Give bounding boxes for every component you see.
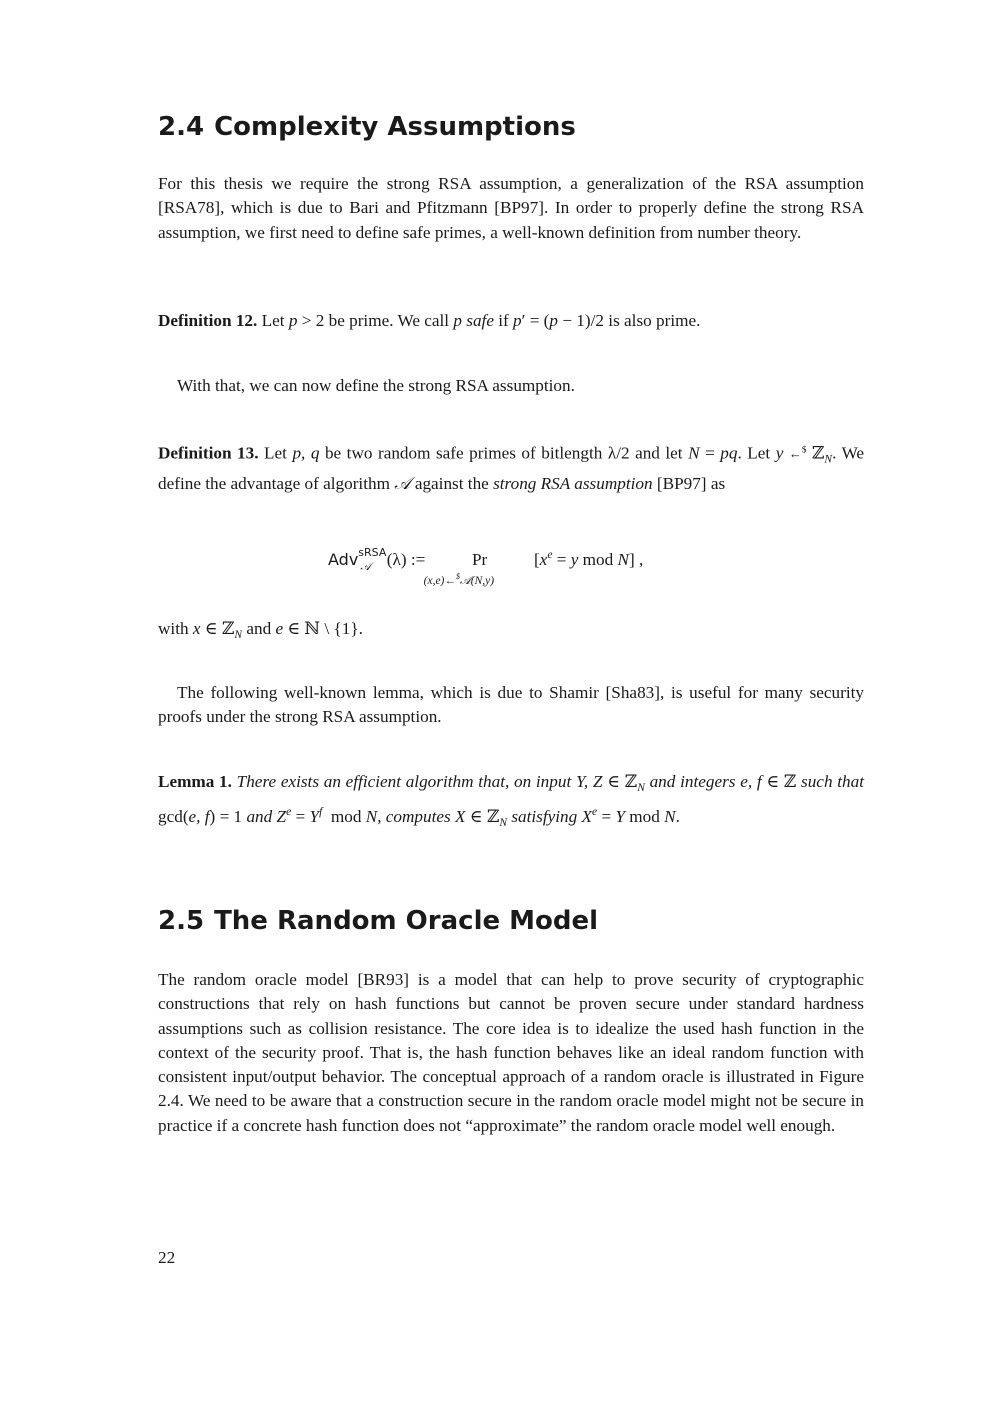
section-number: 2.4: [158, 112, 205, 142]
def13-text: [BP97] as: [652, 473, 726, 493]
lemma-1: Lemma 1. There exists an efficient algorithm that, on input Y, Z ∈ ℤ$_N$ and integers e, f ∈ ℤ such that gcd(e, f) = 1 and $Z^e = Y^f$ mod N, computes X ∈ ℤ$_N$ satisfying $X^e = Y$ mod N.: [158, 772, 864, 830]
def13-text: against the: [410, 473, 494, 493]
section-heading-2-4: [158, 112, 576, 142]
def13-text: and let: [629, 443, 689, 463]
def12-text: Let: [261, 311, 289, 330]
def13-text: . We define the advantage of algorithm: [158, 443, 865, 493]
def13-text: be two random safe primes of bitlength: [319, 443, 608, 463]
def13-text: Let: [264, 443, 293, 463]
section-title: The Random Oracle Model: [214, 906, 599, 936]
lemma-1-label: Lemma 1.: [158, 772, 232, 791]
definition-12: Definition 12. Let p > 2 be prime. We call p safe if p′ = (p − 1)/2 is also prime.: [158, 311, 701, 330]
transition-paragraph-1: With that, we can now define the strong RSA assumption.: [177, 376, 575, 395]
def12-safe-term: safe: [466, 311, 494, 330]
def12-text: is also prime.: [604, 311, 701, 330]
section-number: 2.5: [158, 906, 205, 936]
lemma1-text: satisfying: [511, 807, 582, 827]
random-oracle-paragraph: The random oracle model [BR93] is a model that can help to prove security of cryptographic constructions that rely on hash functions but cannot be proven secure under standard hardness assumptions such as collision resistance. The core idea is to idealize the used hash function in the context of the security proof. That is, the hash function behaves like an ideal random function with consistent input/output behavior. The conceptual approach of a random oracle is illustrated in Figure 2.4. We need to be aware that a construction secure in the random oracle model might not be secure in practice if a concrete hash function does not “approximate” the random oracle model well enough.: [158, 970, 864, 1135]
lemma1-text: such that: [796, 772, 864, 791]
definition-12-label: Definition 12.: [158, 311, 258, 330]
lemma1-text: , computes: [377, 807, 455, 827]
page-number: 22: [158, 1248, 176, 1267]
def12-text: be prime. We call: [324, 311, 454, 330]
definition-13: Definition 13. Let p, q be two random safe primes of bitlength λ/2 and let N = pq. Let y ←$ ℤ$_N$. We define the advantage of algorithm 𝒜 against the strong RSA assumption [BP97] as: [158, 443, 865, 493]
definition-13-label: Definition 13.: [158, 443, 259, 463]
def12-text: if: [493, 311, 514, 330]
section-title: Complexity Assumptions: [214, 112, 576, 142]
def13-strong-rsa-term: strong RSA assumption: [493, 473, 653, 493]
lemma1-text: and: [242, 807, 277, 827]
lemma1-text: and integers: [644, 772, 741, 791]
lemma1-text: There exists an efficient algorithm that, on input: [236, 772, 576, 791]
transition-paragraph-2: The following well-known lemma, which is due to Shamir [Sha83], is useful for many security proofs under the strong RSA assumption.: [158, 683, 864, 727]
def13-text: Let: [747, 443, 776, 463]
section-heading-2-5: [158, 906, 598, 936]
definition-13-with-clause: with x ∈ ℤ$_N$ and e ∈ ℕ \ {1}.: [158, 619, 363, 641]
def13-text: and: [242, 619, 276, 638]
intro-paragraph: For this thesis we require the strong RSA assumption, a generalization of the RSA assumption [RSA78], which is due to Bari and Pfitzmann [BP97]. In order to properly define the strong RSA assumption, we first need to define safe primes, a well-known definition from number theory.: [158, 174, 864, 242]
def13-text: with: [158, 619, 193, 638]
advantage-equation: Adv$^{sRSA}_𝒜$ (λ) := Pr (x,e)←$𝒜(N,y) [$x^e = y$ mod N] ,: [328, 546, 644, 587]
